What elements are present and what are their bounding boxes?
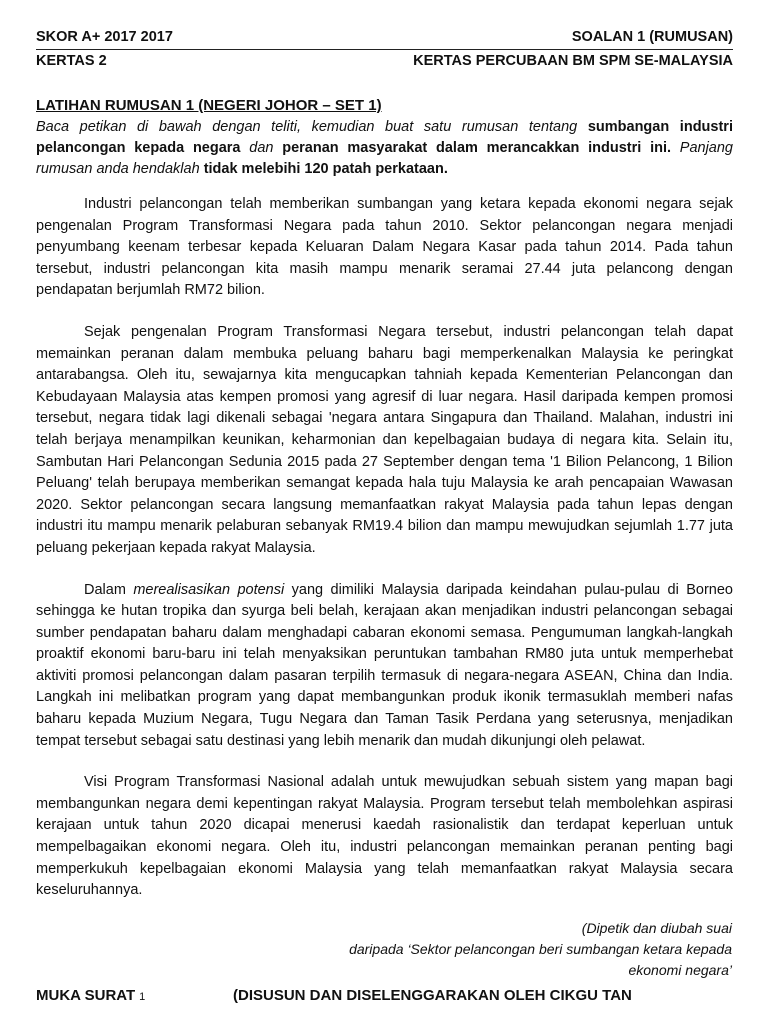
source-line-3: ekonomi negara’ (628, 962, 732, 978)
header-exam: KERTAS PERCUBAAN BM SPM SE-MALAYSIA (413, 53, 733, 69)
header-question-type: SOALAN 1 (RUMUSAN) (571, 29, 733, 45)
exercise-title: LATIHAN RUMUSAN 1 (NEGERI JOHOR – SET 1) (36, 97, 382, 114)
footer (36, 987, 733, 1004)
paragraph-1: Industri pelancongan telah memberikan sumbangan yang ketara kepada ekonomi negara sejak pengenalan Program Transformasi Negara pada tahun 2010. Sektor pelancongan negara menjadi penyumbang keenam terbesar kepada Keluaran Dalam Negara Kasar pada tahun 2014. Pada tahun tersebut, industri pelancongan kita masih mampu menarik seramai 27.44 juta pelancong dengan pendapatan berjumlah RM72 bilion. (36, 196, 733, 299)
instruction-text-2: dan (240, 140, 283, 156)
instruction-text-1: Baca petikan di bawah dengan teliti, kemudian buat satu rumusan tentang (36, 119, 588, 135)
paragraph-3-rest: yang dimiliki Malaysia daripada keindahan pulau-pulau di Borneo sehingga ke hutan tropika dan syurga beli belah, kerajaan akan menjadikan industri pelancongan sebagai sumber pendapatan baharu dalam menghadapi cabaran ekonomi semasa. Pengumuman langkah-langkah proaktif ekonomi baru-baru ini telah menyaksikan peruntukan tambahan RM80 juta untuk memperhebat aktiviti promosi pelancongan dalam pasaran terpilih termasuk di negara-negara ASEAN, China dan India. Langkah ini melibatkan program yang dapat membangunkan produk ikonik termasuklah memberi nafas baharu kepada Muzium Negara, Tugu Negara dan Taman Tasik Perdana yang seterusnya, menjadikan tempat tersebut sebagai satu destinasi yang lebih menarik dan mudah dikunjungi oleh pelawat. (36, 581, 733, 749)
source-line-2: daripada ‘Sektor pelancongan beri sumbangan ketara kepada (349, 941, 732, 957)
footer-page-label: MUKA SURAT (36, 987, 136, 1004)
instructions (36, 117, 733, 180)
paragraph-2: Sejak pengenalan Program Transformasi Negara tersebut, industri pelancongan telah dapat memainkan peranan dalam membuka peluang baharu bagi memperkenalkan Malaysia ke peringkat antarabangsa. Oleh itu, sewajarnya kita mengucapkan tahniah kepada Kementerian Pelancongan dan Kebudayaan Malaysia atas kempen promosi yang agresif di luar negara. Hasil daripada kempen promosi tersebut, negara tidak lagi dikenali sebagai 'negara antara Singapura dan Thailand. Malahan, industri ini telah berjaya menampilkan keunikan, keharmonian dan kepelbagaian budaya di negara kita. Selain itu, Sambutan Hari Pelancongan Sedunia 2015 pada 27 September dengan tema '1 Bilion Pelancong, 1 Bilion Peluang' telah berupaya memberikan semangat kepada hala tuju Malaysia ke arah pencapaian Wawasan 2020. Sektor pelancongan secara langsung memanfaatkan rakyat Malaysia pada tahun lepas dengan industri itu mampu menarik pelaburan sebanyak RM19.4 bilion dan mampu mewujudkan sejumlah 1.77 juta peluang pekerjaan kepada rakyat Malaysia. (36, 323, 733, 556)
paragraph-4: Visi Program Transformasi Nasional adalah untuk mewujudkan sebuah sistem yang mapan bagi membangunkan negara demi kepentingan rakyat Malaysia. Program tersebut telah membolehkan aspirasi kerajaan untuk tahun 2020 dicapai menerusi kaedah rasionalistik dan terdapat keperluan untuk mempelbagaikan ekonomi negara. Oleh itu, industri pelancongan memainkan peranan penting bagi memperkukuh kepelbagaian ekonomi Malaysia yang telah memanfaatkan rakyat Malaysia secara keseluruhannya. (36, 774, 733, 899)
paragraph-3-emphasis: merealisasikan potensi (133, 581, 285, 598)
instruction-topic-1: sumbangan industri pelancongan kepada negara (36, 119, 733, 156)
source-citation (349, 918, 732, 981)
footer-page-number: 1 (139, 991, 146, 1003)
header-top-row (36, 29, 733, 45)
header-paper: KERTAS 2 (36, 53, 107, 69)
header-divider (36, 49, 733, 50)
header-bottom-row (36, 53, 733, 69)
paragraph-3 (36, 580, 733, 753)
footer-credit: (DISUSUN DAN DISELENGGARAKAN OLEH CIKGU TAN (233, 987, 632, 1004)
instruction-word-limit: tidak melebihi 120 patah perkataan. (203, 161, 448, 177)
instruction-topic-2: peranan masyarakat dalam merancakkan industri ini. (282, 140, 672, 156)
instruction-text-3: Panjang rumusan anda hendaklah (36, 140, 733, 177)
passage (36, 194, 733, 922)
header-score: SKOR A+ 2017 2017 (36, 29, 173, 45)
source-line-1: (Dipetik dan diubah suai (581, 920, 732, 936)
paragraph-3-lead: Dalam (84, 581, 134, 598)
